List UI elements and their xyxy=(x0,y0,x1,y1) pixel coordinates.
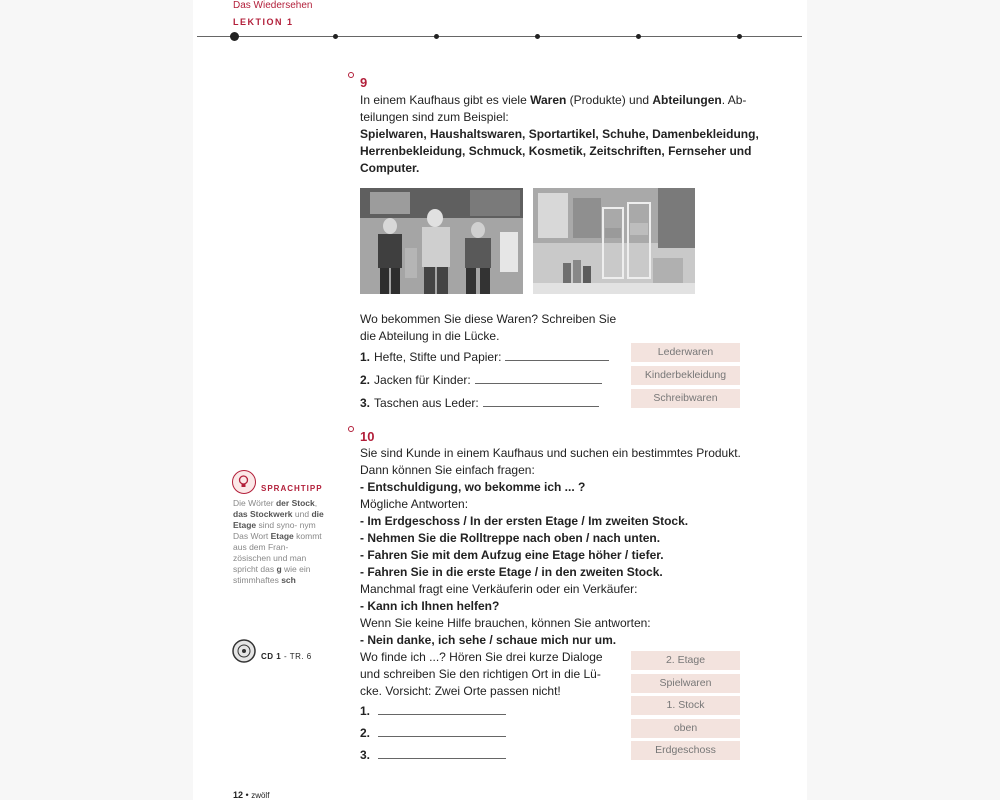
progress-dot xyxy=(636,34,641,39)
photo-clothing-mannequins xyxy=(360,188,523,294)
exercise-10-item-1: 1. xyxy=(360,704,506,718)
sprachtipp-text: Die Wörter der Stock, das Stockwerk und die Etage sind syno- nym Das Wort Etage kommt aus dem Fran- zösischen und man spricht das g wie ein stimmhaftes sch xyxy=(233,498,324,585)
option-chip: Lederwaren xyxy=(631,343,740,362)
running-title: Das Wiedersehen xyxy=(233,0,313,11)
exercise-9-item-3: 3. Taschen aus Leder: xyxy=(360,396,599,410)
exercise-10-line: Sie sind Kunde in einem Kaufhaus und suchen ein bestimmtes Produkt. xyxy=(360,446,741,460)
answer-blank-input[interactable] xyxy=(483,396,599,407)
exercise-10-phrase: - Nehmen Sie die Rolltreppe nach oben / nach unten. xyxy=(360,531,661,545)
lesson-label: LEKTION 1 xyxy=(233,17,294,27)
page-footer: 12 • zwölf xyxy=(233,790,270,800)
exercise-10-item-3: 3. xyxy=(360,748,506,762)
exercise-10-line: Wenn Sie keine Hilfe brauchen, können Sie antworten: xyxy=(360,616,651,630)
option-chip: oben xyxy=(631,719,740,738)
option-chip: Erdgeschoss xyxy=(631,741,740,760)
exercise-10-phrase: - Fahren Sie mit dem Aufzug eine Etage höher / tiefer. xyxy=(360,548,664,562)
answer-blank-input[interactable] xyxy=(378,748,506,759)
department-list-line: Spielwaren, Haushaltswaren, Sportartikel, Schuhe, Damenbekleidung, xyxy=(360,127,759,141)
progress-dot xyxy=(434,34,439,39)
audio-cd-icon[interactable] xyxy=(232,639,256,663)
exercise-9-task: Wo bekommen Sie diese Waren? Schreiben Sie xyxy=(360,312,617,326)
exercise-10-phrase: - Entschuldigung, wo bekomme ich ... ? xyxy=(360,480,586,494)
exercise-10-phrase: - Im Erdgeschoss / In der ersten Etage / Im zweiten Stock. xyxy=(360,514,689,528)
exercise-9-number: 9 xyxy=(360,75,368,90)
exercise-10-phrase: - Kann ich Ihnen helfen? xyxy=(360,599,500,613)
exercise-9-intro: In einem Kaufhaus gibt es viele Waren (Produkte) und Abteilungen. Ab- xyxy=(360,93,747,107)
exercise-10-phrase: - Nein danke, ich sehe / schaue mich nur um. xyxy=(360,633,617,647)
exercise-10-line: Wo finde ich ...? Hören Sie drei kurze Dialoge xyxy=(360,650,603,664)
progress-dot xyxy=(333,34,338,39)
answer-blank-input[interactable] xyxy=(378,726,506,737)
answer-blank-input[interactable] xyxy=(378,704,506,715)
answer-blank-input[interactable] xyxy=(475,373,602,384)
right-margin-band xyxy=(807,0,1000,800)
exercise-10-line: Dann können Sie einfach fragen: xyxy=(360,463,535,477)
option-chip: 1. Stock xyxy=(631,696,740,715)
sprachtipp-title: SPRACHTIPP xyxy=(261,484,323,493)
exercise-10-line: Mögliche Antworten: xyxy=(360,497,469,511)
exercise-9-item-2: 2. Jacken für Kinder: xyxy=(360,373,602,387)
cd-track-label: CD 1 - TR. 6 xyxy=(261,652,312,661)
option-chip: Kinderbekleidung xyxy=(631,366,740,385)
exercise-9-task-line2: die Abteilung in die Lücke. xyxy=(360,329,500,343)
progress-dot-current xyxy=(230,32,239,41)
exercise-marker-icon xyxy=(348,72,354,78)
department-list-line: Computer. xyxy=(360,161,420,175)
exercise-10-line: und schreiben Sie den richtigen Ort in die Lü- xyxy=(360,667,601,681)
option-chip: 2. Etage xyxy=(631,651,740,670)
left-margin-band xyxy=(0,0,193,800)
exercise-10-number: 10 xyxy=(360,429,375,444)
header-rule xyxy=(197,36,802,37)
progress-dot xyxy=(737,34,742,39)
department-list-line: Herrenbekleidung, Schmuck, Kosmetik, Zeitschriften, Fernseher und xyxy=(360,144,752,158)
exercise-10-line: cke. Vorsicht: Zwei Orte passen nicht! xyxy=(360,684,561,698)
exercise-10-item-2: 2. xyxy=(360,726,506,740)
exercise-marker-icon xyxy=(348,426,354,432)
exercise-9-intro-line2: teilungen sind zum Beispiel: xyxy=(360,110,509,124)
lightbulb-icon xyxy=(232,470,256,494)
exercise-9-item-1: 1. Hefte, Stifte und Papier: xyxy=(360,350,609,364)
option-chip: Spielwaren xyxy=(631,674,740,693)
answer-blank-input[interactable] xyxy=(505,350,609,361)
progress-dot xyxy=(535,34,540,39)
exercise-10-phrase: - Fahren Sie in die erste Etage / in den zweiten Stock. xyxy=(360,565,663,579)
exercise-10-line: Manchmal fragt eine Verkäuferin oder ein Verkäufer: xyxy=(360,582,638,596)
photo-cosmetics-shelves xyxy=(533,188,695,294)
option-chip: Schreibwaren xyxy=(631,389,740,408)
